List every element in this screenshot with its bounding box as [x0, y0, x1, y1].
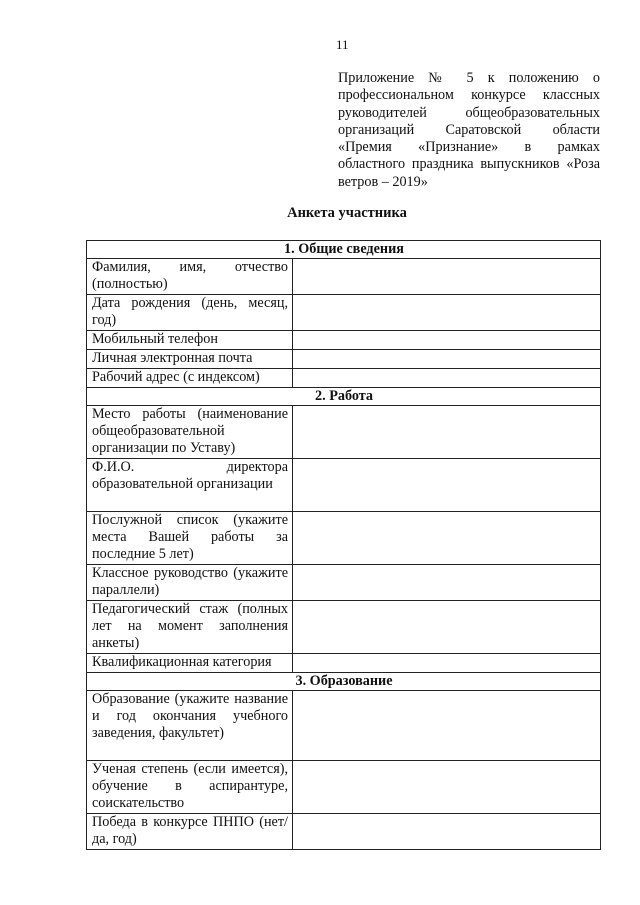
field-label: Место работы (наименование общеобразовательной организации по Уставу) [87, 406, 293, 459]
participant-form-table [86, 240, 601, 850]
field-label: Послужной список (укажите места Вашей работы за последние 5 лет) [87, 512, 293, 565]
form-row [87, 565, 601, 601]
field-label: Педагогический стаж (полных лет на момент заполнения анкеты) [87, 601, 293, 654]
field-value-cell[interactable] [293, 259, 601, 295]
field-label: Классное руководство (укажите параллели) [87, 565, 293, 601]
section-header-row [87, 673, 601, 691]
form-row [87, 350, 601, 369]
field-label: Квалификационная категория [87, 654, 293, 673]
form-row [87, 259, 601, 295]
field-value-cell[interactable] [293, 691, 601, 761]
field-label: Личная электронная почта [87, 350, 293, 369]
form-row [87, 295, 601, 331]
field-value-cell[interactable] [293, 350, 601, 369]
field-label: Победа в конкурсе ПНПО (нет/да, год) [87, 814, 293, 850]
section-header-row [87, 388, 601, 406]
field-value-cell[interactable] [293, 295, 601, 331]
form-row [87, 369, 601, 388]
form-row [87, 761, 601, 814]
form-row [87, 331, 601, 350]
field-label: Образование (укажите название и год окончания учебного заведения, факультет) [87, 691, 293, 761]
field-label: Рабочий адрес (с индексом) [87, 369, 293, 388]
field-label: Ф.И.О. директора образовательной организации [87, 459, 293, 512]
form-row [87, 601, 601, 654]
form-row [87, 654, 601, 673]
form-row [87, 691, 601, 761]
field-label: Мобильный телефон [87, 331, 293, 350]
field-value-cell[interactable] [293, 601, 601, 654]
section-heading: 3. Образование [87, 673, 601, 691]
form-row [87, 459, 601, 512]
field-value-cell[interactable] [293, 512, 601, 565]
field-value-cell[interactable] [293, 761, 601, 814]
form-title: Анкета участника [287, 205, 407, 221]
field-value-cell[interactable] [293, 406, 601, 459]
field-value-cell[interactable] [293, 459, 601, 512]
field-value-cell[interactable] [293, 654, 601, 673]
field-value-cell[interactable] [293, 369, 601, 388]
section-header-row [87, 241, 601, 259]
page-number: 11 [336, 37, 349, 52]
field-label: Дата рождения (день, месяц, год) [87, 295, 293, 331]
field-label: Фамилия, имя, отчество (полностью) [87, 259, 293, 295]
field-value-cell[interactable] [293, 814, 601, 850]
form-row [87, 406, 601, 459]
appendix-note: Приложение № 5 к положению о профессиональном конкурсе классных руководителей общеобразовательных организаций Саратовской области «Премия «Признание» в рамках областного праздника выпускников «Роза ветров – 2019» [338, 70, 600, 190]
section-heading: 2. Работа [87, 388, 601, 406]
field-value-cell[interactable] [293, 565, 601, 601]
section-heading: 1. Общие сведения [87, 241, 601, 259]
field-label: Ученая степень (если имеется), обучение в аспирантуре, соискательство [87, 761, 293, 814]
form-row [87, 512, 601, 565]
form-row [87, 814, 601, 850]
field-value-cell[interactable] [293, 331, 601, 350]
